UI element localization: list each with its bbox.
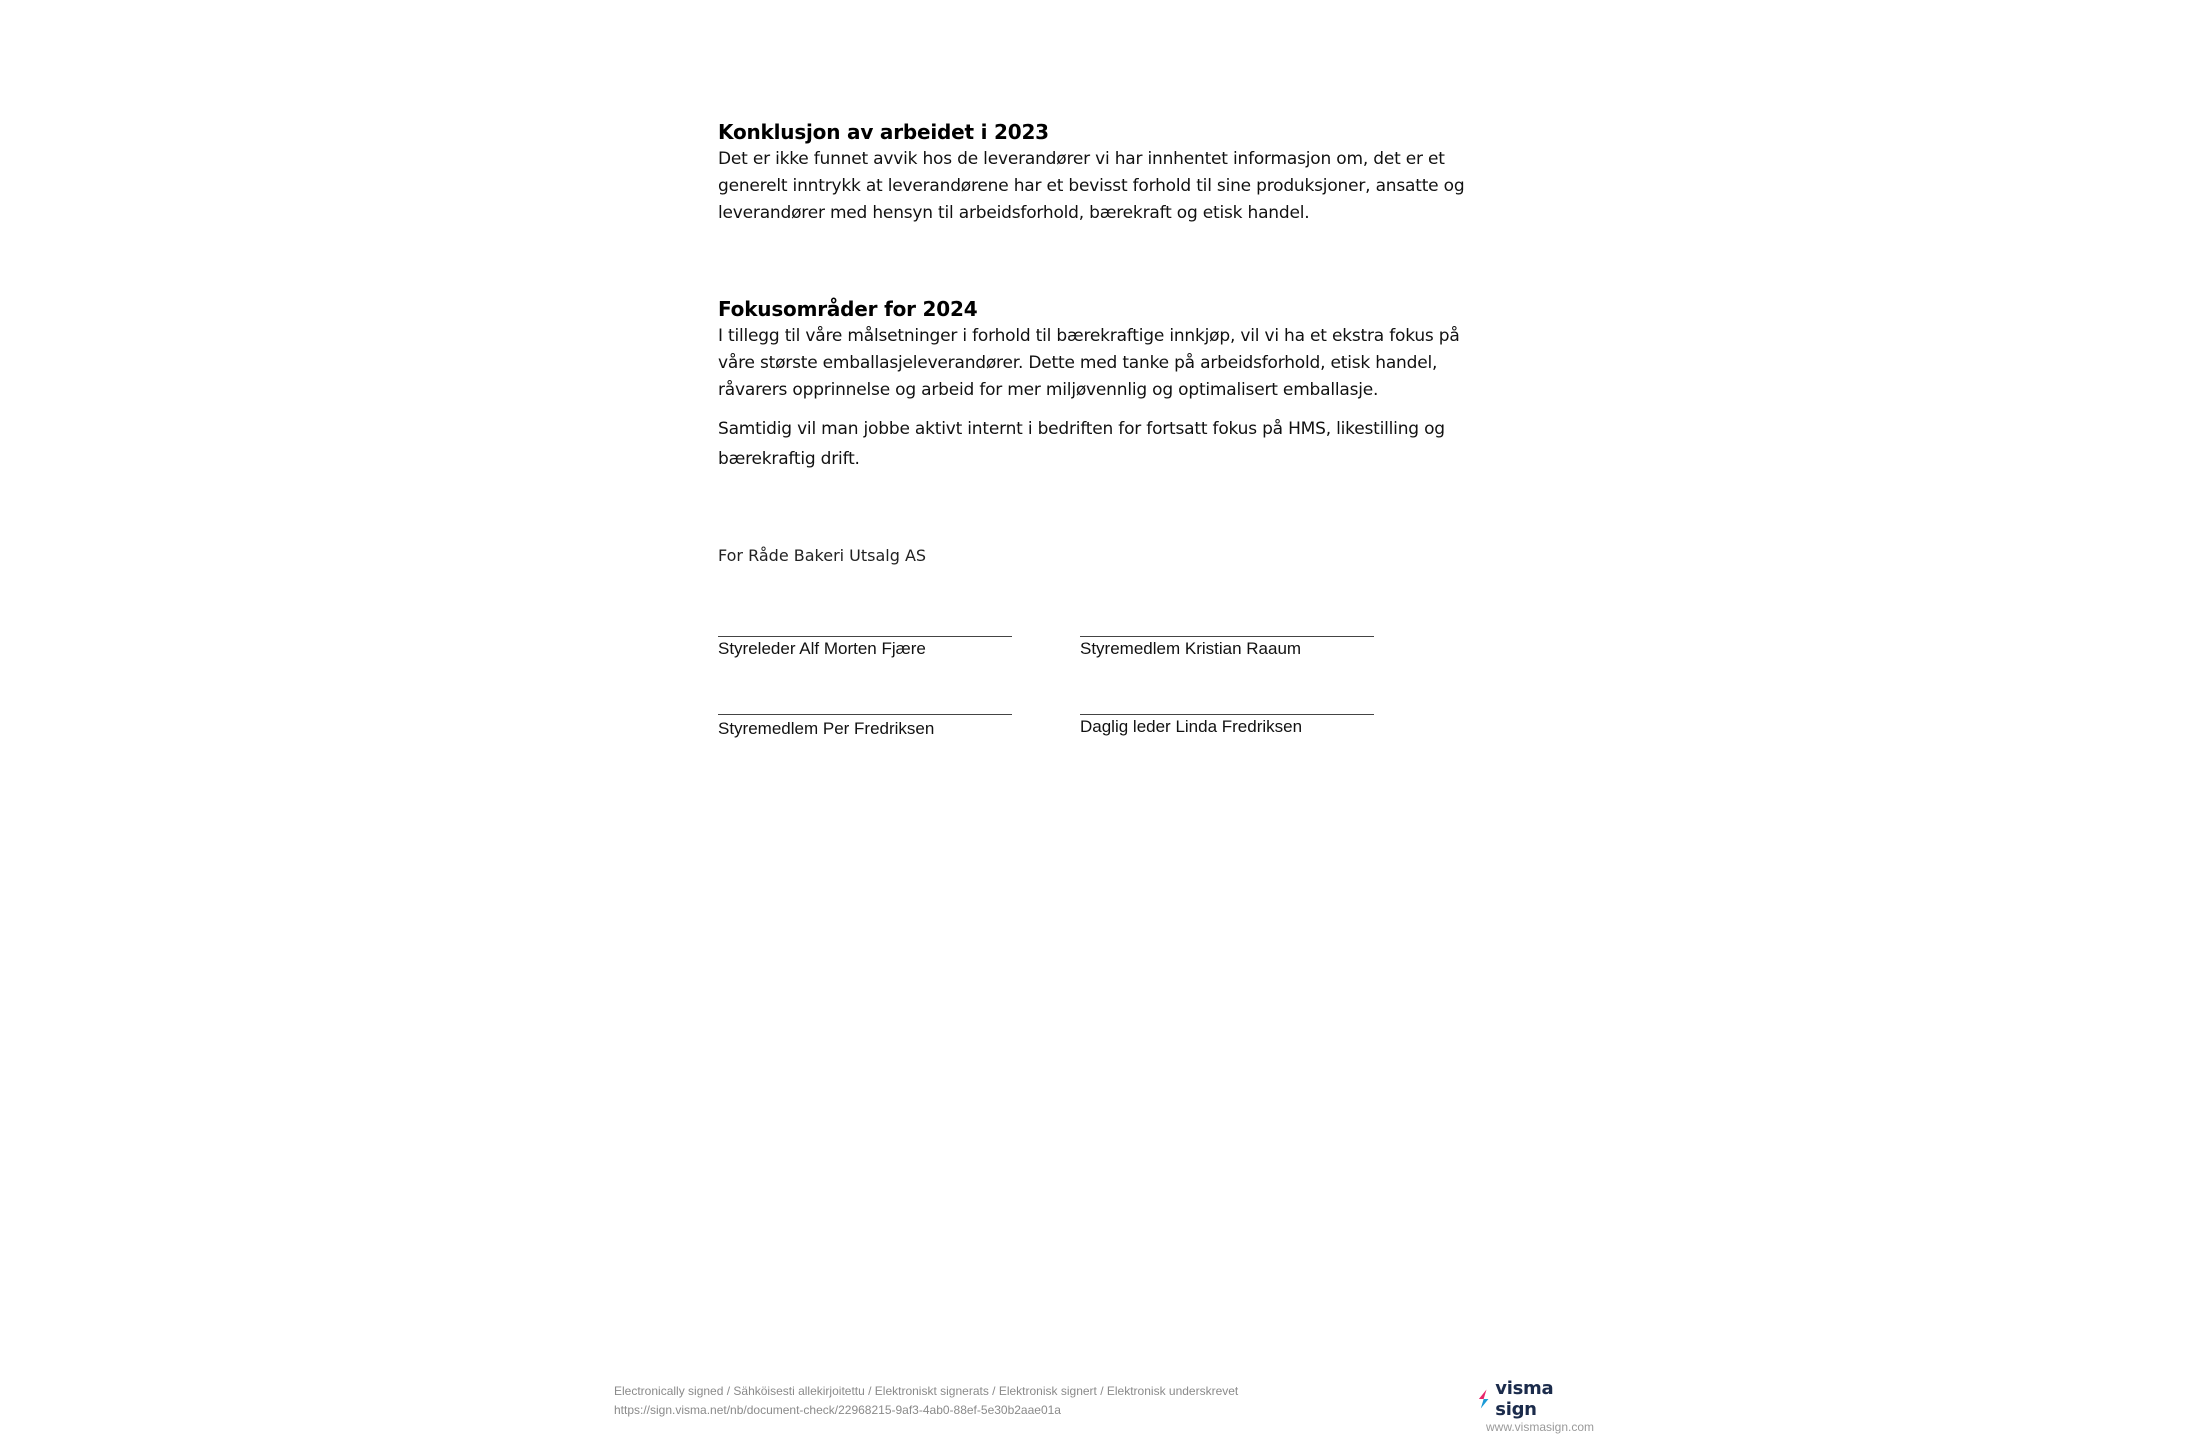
signature-block-board-member-1 (1080, 636, 1374, 659)
signature-name: Styremedlem Kristian Raaum (1080, 639, 1302, 658)
brand-name: visma sign (1495, 1378, 1554, 1420)
signature-name: Styreleder Alf Morten Fjære (718, 639, 926, 658)
section-paragraph-focus-2: Samtidig vil man jobbe aktivt internt i bedriften for fortsatt fokus på HMS, likestilling og bærekraftig drift. (718, 419, 1445, 469)
document-content (718, 118, 1478, 474)
signature-line (718, 714, 1012, 715)
signature-block-chair (718, 636, 1012, 659)
section-paragraph-focus-1: I tillegg til våre målsetninger i forhold til bærekraftige innkjøp, vil vi ha et ekstra fokus på våre største emballasjeleverandører. Dette med tanke på arbeidsforhold, etisk handel, råvarers opprinnelse og arbeid for mer miljøvennlig og optimalisert emballasje. (718, 326, 1460, 400)
brand-url[interactable]: www.vismasign.com (1486, 1420, 1595, 1434)
section-paragraph-conclusion: Det er ikke funnet avvik hos de leverandører vi har innhentet informasjon om, det er et generelt inntrykk at leverandørene har et bevisst forhold til sine produksjoner, ansatte og leverandører med hensyn til arbeidsforhold, bærekraft og etisk handel. (718, 149, 1465, 223)
signature-line (718, 636, 1012, 637)
section-focus-areas (718, 295, 1478, 474)
signed-notice: Electronically signed / Sähköisesti allekirjoitettu / Elektroniskt signerats / Elektronisk signert / Elektronisk underskrevet (614, 1384, 1239, 1398)
section-heading-conclusion: Konklusjon av arbeidet i 2023 (718, 120, 1049, 144)
signature-line (1080, 636, 1374, 637)
signature-name: Styremedlem Per Fredriksen (718, 719, 935, 738)
signature-block-manager (1080, 714, 1374, 737)
signature-name: Daglig leder Linda Fredriksen (1080, 717, 1303, 736)
section-heading-focus: Fokusområder for 2024 (718, 297, 978, 321)
company-line: For Råde Bakeri Utsalg AS (718, 546, 927, 565)
signing-footer (614, 1382, 1238, 1420)
signature-line (1080, 714, 1374, 715)
visma-sign-logo-icon (1476, 1388, 1491, 1410)
document-check-link[interactable]: https://sign.visma.net/nb/document-check/22968215-9af3-4ab0-88ef-5e30b2aae01a (614, 1403, 1061, 1417)
signature-block-board-member-2 (718, 714, 1012, 739)
visma-sign-brand (1476, 1378, 1596, 1434)
